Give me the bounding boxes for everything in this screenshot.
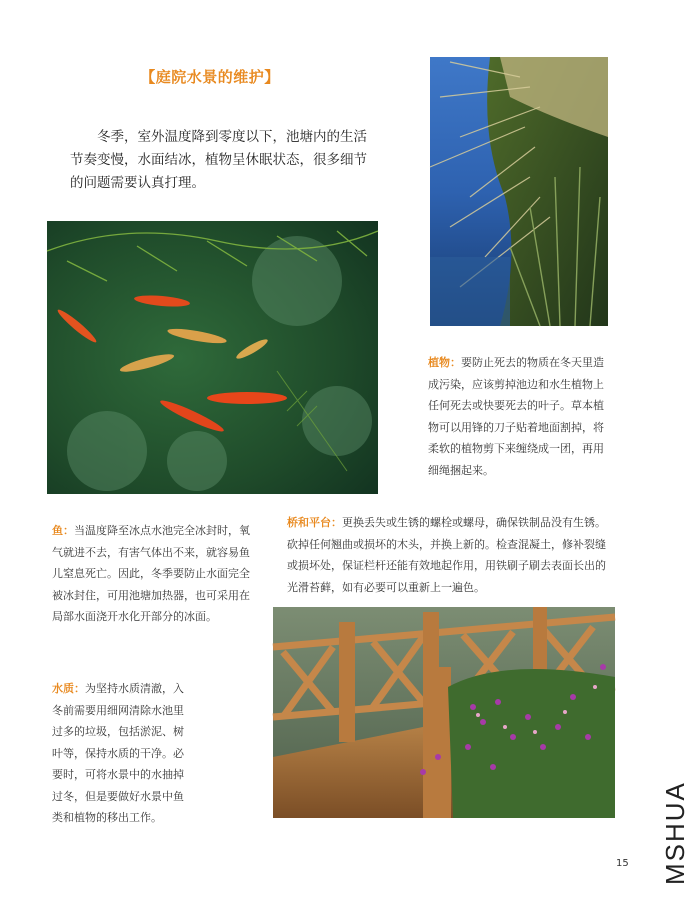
fish-paragraph <box>52 520 250 628</box>
fish-label: 鱼： <box>52 524 74 537</box>
water-quality-paragraph <box>52 678 192 829</box>
fish-text: 当温度降至冰点水池完全冰封时，氧气就进不去，有害气体出不来，就容易鱼儿窒息死亡。因此，冬季要防止水面完全被冰封住，可用池塘加热器，也可采用在局部水面浇开水化开部分的冰面。 <box>52 524 250 623</box>
water-text: 为坚持水质清澈，入冬前需要用细网清除水池里过多的垃圾，包括淤泥、树叶等，保持水质的干净。必要时，可将水景中的水抽掉过冬，但是要做好水景中鱼类和植物的移出工作。 <box>52 682 184 824</box>
wooden-bridge-photo <box>273 607 615 818</box>
intro-paragraph: 冬季，室外温度降到零度以下，池塘内的生活节奏变慢，水面结冰，植物呈休眠状态，很多细节的问题需要认真打理。 <box>70 129 367 191</box>
water-label: 水质： <box>52 682 85 695</box>
page-number: 15 <box>616 858 629 869</box>
bridge-label: 桥和平台： <box>287 516 342 529</box>
brand-mark <box>612 781 690 885</box>
koi-pond-photo <box>47 221 378 494</box>
bridge-text: 更换丢失或生锈的螺栓或螺母，确保铁制品没有生锈。砍掉任何翘曲或损坏的木头，并换上新的。检查混凝土，修补裂缝或损坏处，保证栏杆还能有效地起作用，用铁刷子刷去表面长出的光滑苔藓，如有必要可以重新上一遍色。 <box>287 516 606 594</box>
brand-text: MSHUA <box>660 781 690 885</box>
plants-text: 要防止死去的物质在冬天里造成污染，应该剪掉池边和水生植物上任何死去或快要死去的叶子。草本植物可以用锋的刀子贴着地面割掉，将柔软的植物剪下来缠绕成一团，再用细绳捆起来。 <box>428 356 604 477</box>
reeds-photo <box>430 57 608 326</box>
plants-paragraph <box>428 352 610 481</box>
section-title: 【庭院水景的维护】 <box>140 68 280 86</box>
bridge-paragraph <box>287 512 607 598</box>
plants-label: 植物： <box>428 356 461 369</box>
